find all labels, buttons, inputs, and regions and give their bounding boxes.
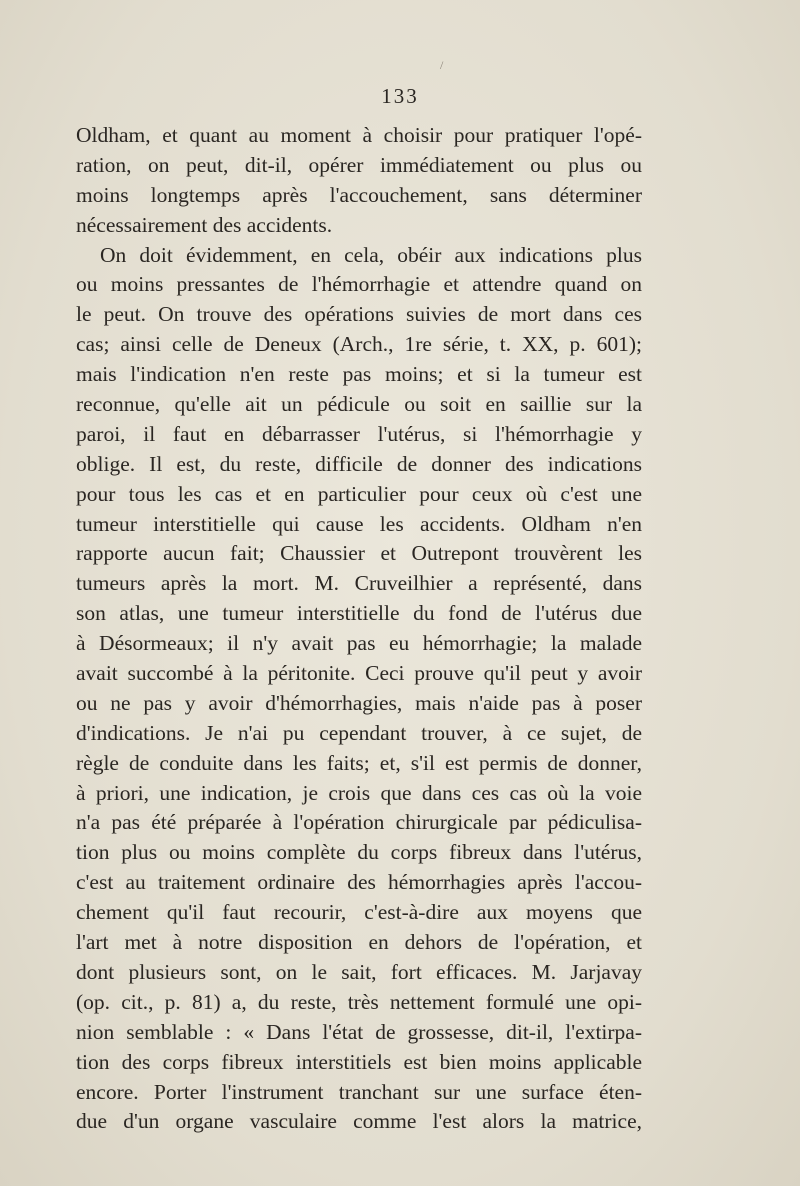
text-line: son atlas, une tumeur interstitielle du fond de l'utérus due [76,601,642,626]
text-line: l'art met à notre disposition en dehors de l'opération, et [76,930,642,955]
text-line: cas; ainsi celle de Deneux (Arch., 1re série, t. XX, p. 601); [76,332,642,357]
text-line: dont plusieurs sont, on le sait, fort efficaces. M. Jarjavay [76,959,642,984]
text-line: tion plus ou moins complète du corps fibreux dans l'utérus, [76,840,642,865]
text-line: nion semblable : « Dans l'état de grossesse, dit-il, l'extirpa- [76,1019,642,1044]
text-line: (op. cit., p. 81) a, du reste, très nettement formulé une opi- [76,989,642,1014]
text-line: n'a pas été préparée à l'opération chirurgicale par pédiculisa- [76,810,642,835]
text-line: Oldham, et quant au moment à choisir pour pratiquer l'opé- [76,123,642,147]
text-line: règle de conduite dans les faits; et, s'il est permis de donner, [76,750,642,775]
text-line: pour tous les cas et en particulier pour ceux où c'est une [76,481,642,506]
text-line: d'indications. Je n'ai pu cependant trouver, à ce sujet, de [76,720,642,745]
text-line: tion des corps fibreux interstitiels est bien moins applicable [76,1049,642,1074]
text-line: ou ne pas y avoir d'hémorrhagies, mais n'aide pas à poser [76,690,642,715]
text-line: paroi, il faut en débarrasser l'utérus, si l'hémorrhagie y [76,421,642,446]
text-line: ration, on peut, dit-il, opérer immédiatement ou plus ou [76,152,642,177]
text-line: le peut. On trouve des opérations suivies de mort dans ces [76,302,642,327]
text-line: ou moins pressantes de l'hémorrhagie et attendre quand on [76,272,642,297]
body-text [76,121,642,1137]
text-line: avait succombé à la péritonite. Ceci prouve qu'il peut y avoir [76,661,642,686]
text-line: tumeur interstitielle qui cause les accidents. Oldham n'en [76,511,642,536]
text-line: rapporte aucun fait; Chaussier et Outrepont trouvèrent les [76,541,642,566]
text-line: encore. Porter l'instrument tranchant sur une surface éten- [76,1079,642,1104]
text-line: On doit évidemment, en cela, obéir aux indications plus [100,242,642,267]
text-line: mais l'indication n'en reste pas moins; et si la tumeur est [76,362,642,387]
text-line: à priori, une indication, je crois que dans ces cas où la voie [76,780,642,805]
margin-mark: / [440,58,444,72]
text-line: oblige. Il est, du reste, difficile de donner des indications [76,451,642,476]
text-line: c'est au traitement ordinaire des hémorrhagies après l'accou- [76,870,642,895]
text-line: due d'un organe vasculaire comme l'est alors la matrice, [76,1109,642,1134]
text-line: tumeurs après la mort. M. Cruveilhier a représenté, dans [76,571,642,596]
text-line: chement qu'il faut recourir, c'est-à-dire aux moyens que [76,900,642,925]
page-number: 133 [381,84,419,108]
text-line: moins longtemps après l'accouchement, sans déterminer [76,182,642,207]
text-line: reconnue, qu'elle ait un pédicule ou soit en saillie sur la [76,392,642,417]
text-line: à Désormeaux; il n'y avait pas eu hémorrhagie; la malade [76,631,642,656]
text-line: nécessairement des accidents. [76,212,333,237]
